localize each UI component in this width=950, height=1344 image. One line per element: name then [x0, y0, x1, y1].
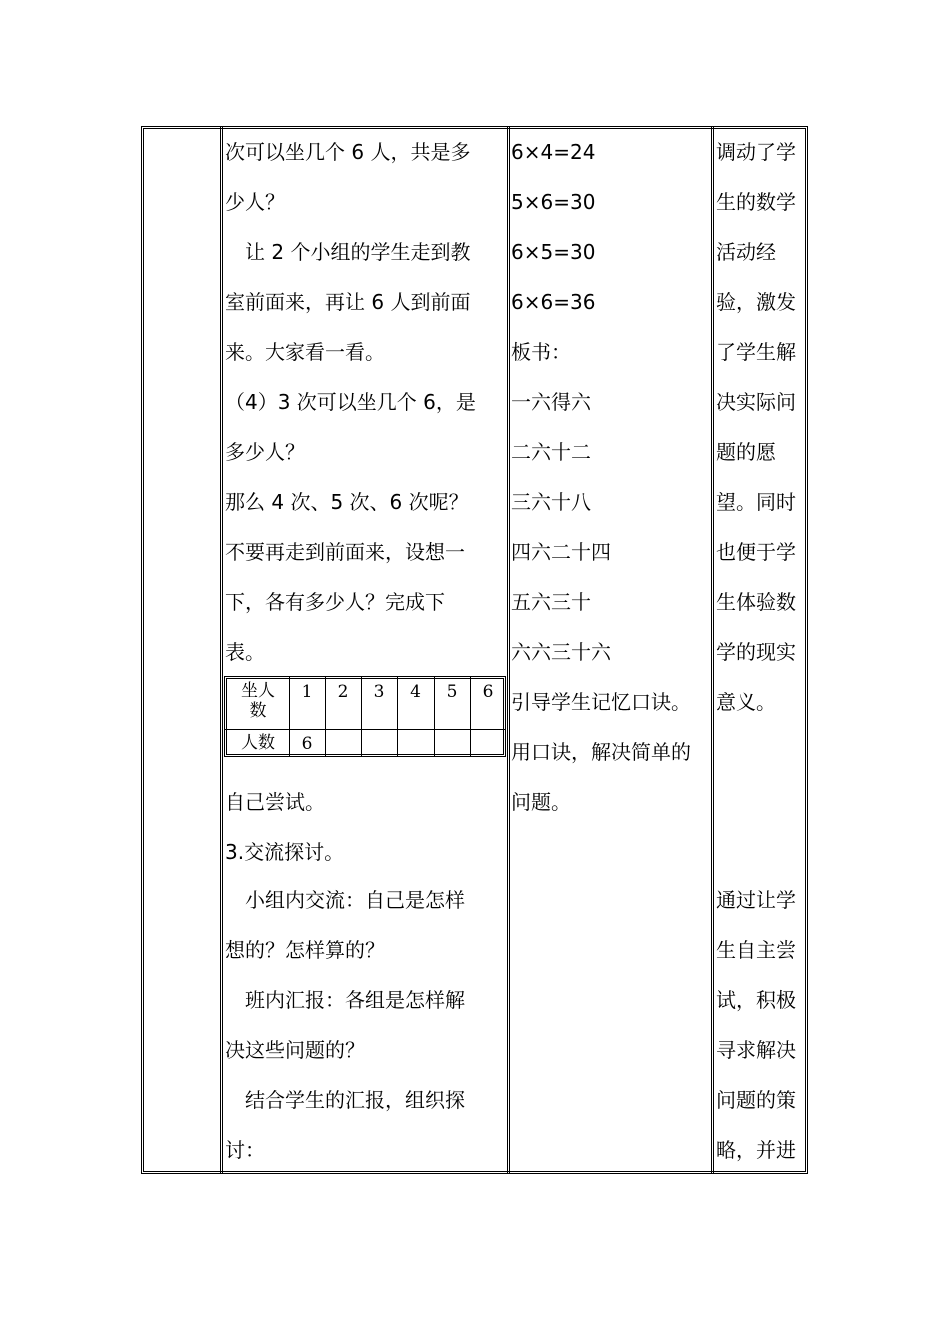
- intent-line: 活动经: [716, 240, 776, 264]
- table-cell: 4: [410, 682, 421, 702]
- board-line: 问题。: [511, 790, 571, 814]
- board-line: 三六十八: [511, 490, 591, 514]
- column-divider: [507, 126, 510, 1174]
- table-cell: 2: [337, 682, 349, 702]
- activity-line: 结合学生的汇报，组织探: [225, 1088, 465, 1112]
- intent-line: 意义。: [716, 690, 776, 714]
- board-line: 五六三十: [511, 590, 591, 614]
- board-line: 板书：: [511, 340, 571, 364]
- intent-line: 望。同时: [716, 490, 796, 514]
- activity-line: 决这些问题的？: [225, 1038, 365, 1062]
- table-row-label: [227, 681, 289, 721]
- activity-line: 小组内交流：自己是怎样: [225, 888, 465, 912]
- activity-line: 想的？怎样算的？: [225, 938, 385, 962]
- activity-line: 表。: [225, 640, 265, 664]
- column-divider: [220, 126, 223, 1174]
- intent-line: 也便于学: [716, 540, 796, 564]
- table-cell: 5: [446, 682, 458, 702]
- table-row-label-part: 坐人: [241, 681, 275, 701]
- intent-line: 学的现实: [716, 640, 796, 664]
- board-line: 5×6=30: [511, 190, 596, 214]
- board-line: 六六三十六: [511, 640, 611, 664]
- activity-line: （4）3 次可以坐几个 6，是: [225, 390, 476, 414]
- table-row-label-part: 数: [249, 701, 267, 721]
- intent-line: 生自主尝: [716, 938, 796, 962]
- table-row-divider: [224, 729, 506, 730]
- activity-line: 室前面来，再让 6 人到前面: [225, 290, 471, 314]
- activity-line: 讨：: [225, 1138, 265, 1162]
- board-line: 用口诀，解决简单的: [511, 740, 691, 764]
- board-line: 四六二十四: [511, 540, 611, 564]
- table-cell: 1: [301, 682, 313, 702]
- activity-line: 不要再走到前面来，设想一: [225, 540, 465, 564]
- column-divider: [711, 126, 714, 1174]
- intent-line: 寻求解决: [716, 1038, 796, 1062]
- intent-line: 试，积极: [716, 988, 796, 1012]
- table-cell: 6: [301, 734, 313, 754]
- table-cell: 3: [373, 682, 385, 702]
- activity-line: 次可以坐几个 6 人，共是多: [225, 140, 471, 164]
- activity-line: 让 2 个小组的学生走到教: [225, 240, 471, 264]
- activity-line: 那么 4 次、5 次、6 次呢？: [225, 490, 469, 514]
- activity-line: 少人？: [225, 190, 285, 214]
- activity-line: 多少人？: [225, 440, 305, 464]
- table-cell: 6: [482, 682, 494, 702]
- intent-line: 问题的策: [716, 1088, 796, 1112]
- board-line: 6×5=30: [511, 240, 596, 264]
- board-line: 二六十二: [511, 440, 591, 464]
- activity-line: 班内汇报：各组是怎样解: [225, 988, 465, 1012]
- table-row-label: 人数: [241, 733, 275, 753]
- intent-line: 略，并进: [716, 1138, 796, 1162]
- activity-line: 3.交流探讨。: [225, 840, 345, 864]
- board-line: 6×6=36: [511, 290, 596, 314]
- board-line: 6×4=24: [511, 140, 596, 164]
- activity-line: 自己尝试。: [225, 790, 325, 814]
- intent-line: 决实际问: [716, 390, 796, 414]
- activity-line: 来。大家看一看。: [225, 340, 385, 364]
- intent-line: 调动了学: [716, 140, 796, 164]
- intent-line: 了学生解: [716, 340, 796, 364]
- intent-line: 通过让学: [716, 888, 796, 912]
- intent-line: 生体验数: [716, 590, 796, 614]
- intent-line: 题的愿: [716, 440, 776, 464]
- intent-line: 生的数学: [716, 190, 796, 214]
- intent-line: 验，激发: [716, 290, 796, 314]
- board-line: 一六得六: [511, 390, 591, 414]
- board-line: 引导学生记忆口诀。: [511, 690, 691, 714]
- activity-line: 下，各有多少人？完成下: [225, 590, 445, 614]
